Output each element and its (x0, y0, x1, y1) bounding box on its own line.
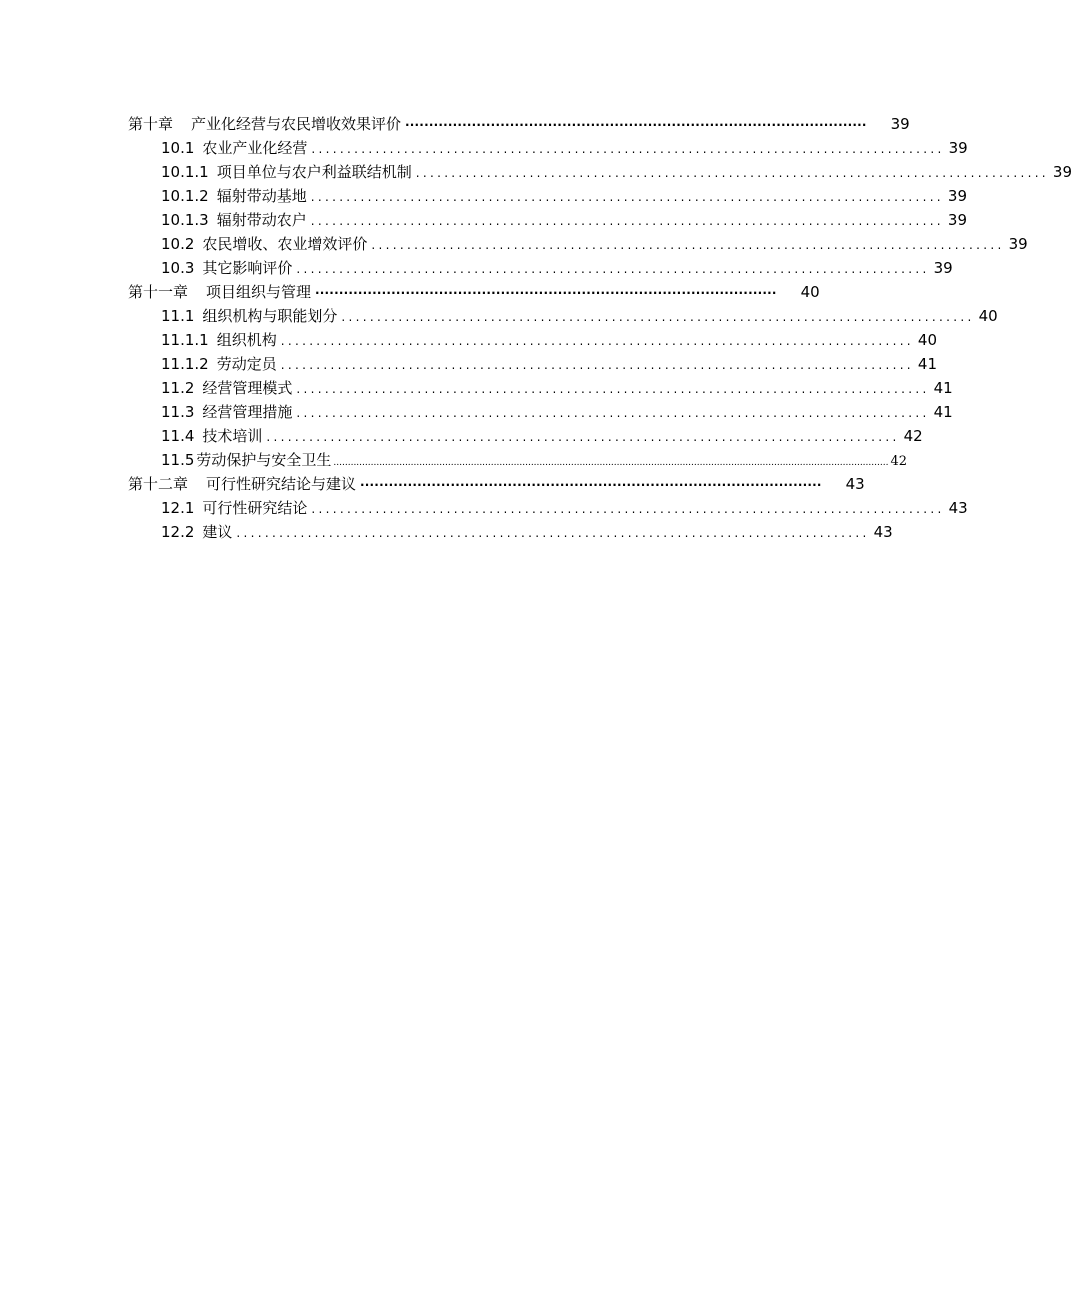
toc-entry[interactable] (128, 352, 938, 376)
toc-entry-title: 可行性研究结论 (202, 499, 308, 517)
toc-entry[interactable] (128, 232, 1028, 256)
toc-entry-label (161, 256, 292, 280)
toc-entry-label (161, 520, 232, 544)
toc-entry-number: 第十二章 (128, 475, 189, 493)
toc-entry[interactable] (128, 208, 968, 232)
toc-entry-page: 43 (873, 523, 893, 541)
toc-entry[interactable] (128, 448, 907, 472)
toc-entry[interactable] (128, 136, 968, 160)
toc-entry-title: 其它影响评价 (202, 259, 293, 277)
toc-entry-page: 39 (1008, 235, 1028, 253)
toc-leader-dots: .................................................................................................................................................................................................. (333, 458, 889, 468)
toc-entry-title: 辐射带动农户 (216, 211, 307, 229)
toc-entry-title: 组织机构 (216, 331, 277, 349)
toc-leader-dots: ......................................................................................... (311, 142, 945, 156)
toc-entry-page: 39 (890, 115, 910, 133)
toc-entry-page: 41 (933, 379, 953, 397)
toc-entry-label (161, 232, 367, 256)
toc-entry-page: 39 (1052, 163, 1072, 181)
toc-entry[interactable] (128, 280, 820, 304)
toc-leader-dots: ································································································· (405, 118, 867, 132)
toc-entry-page: 43 (845, 475, 865, 493)
toc-entry-page: 39 (947, 187, 968, 205)
toc-entry-label (161, 304, 337, 328)
toc-entry[interactable] (128, 184, 968, 208)
toc-entry-page: 40 (800, 283, 820, 301)
toc-entry[interactable] (128, 256, 953, 280)
toc-entry[interactable] (128, 400, 953, 424)
toc-entry-title: 经营管理措施 (202, 403, 293, 421)
toc-leader-dots: ......................................................................................... (296, 406, 930, 420)
toc-entry-label (161, 400, 292, 424)
toc-entry-title: 项目单位与农户利益联结机制 (216, 163, 412, 181)
toc-entry-number: 12.1 (161, 499, 195, 517)
toc-entry-page: 39 (948, 139, 968, 157)
toc-entry-label (161, 376, 292, 400)
toc-entry-page: 39 (947, 211, 968, 229)
toc-leader-dots: ......................................................................................... (296, 382, 930, 396)
toc-entry-number: 10.1.3 (161, 211, 209, 229)
toc-leader-dots: ......................................................................................... (371, 238, 1005, 252)
toc-entry-number: 第十章 (128, 115, 174, 133)
toc-leader-dots: ......................................................................................... (280, 334, 914, 348)
toc-entry-number: 11.1.2 (161, 355, 209, 373)
toc-entry-label (161, 448, 331, 472)
toc-entry[interactable] (128, 376, 953, 400)
toc-entry-page: 39 (933, 259, 953, 277)
toc-entry-page: 40 (978, 307, 998, 325)
toc-entry-number: 11.2 (161, 379, 195, 397)
toc-leader-dots: ......................................................................................... (310, 190, 944, 204)
toc-entry-number: 10.1.2 (161, 187, 209, 205)
toc-entry[interactable] (128, 520, 893, 544)
toc-entry-number: 11.5 (161, 451, 195, 469)
toc-entry-label (161, 184, 307, 208)
toc-entry-number: 10.2 (161, 235, 195, 253)
toc-entry[interactable] (128, 304, 998, 328)
toc-entry-title: 劳动保护与安全卫生 (196, 451, 332, 469)
toc-leader-dots: ································································································· (360, 478, 822, 492)
toc-leader-dots: ································································································· (315, 286, 777, 300)
toc-entry-page: 41 (933, 403, 953, 421)
toc-entry[interactable] (128, 424, 923, 448)
toc-leader-dots: ......................................................................................... (266, 430, 900, 444)
toc-entry-number: 11.1 (161, 307, 195, 325)
toc-leader-dots: ......................................................................................... (296, 262, 930, 276)
toc-entry-number: 10.1 (161, 139, 195, 157)
toc-leader-dots: ......................................................................................... (236, 526, 870, 540)
toc-entry-number: 第十一章 (128, 283, 189, 301)
toc-entry-label (161, 424, 262, 448)
toc-entry-label (128, 472, 356, 496)
toc-entry-page: 42 (903, 427, 923, 445)
toc-entry[interactable] (128, 112, 910, 136)
toc-entry-title: 组织机构与职能划分 (202, 307, 338, 325)
toc-entry-title: 辐射带动基地 (216, 187, 307, 205)
toc-leader-dots: ......................................................................................... (280, 358, 914, 372)
toc-entry-page: 40 (917, 331, 938, 349)
toc-entry-page: 43 (948, 499, 968, 517)
toc-entry-number: 10.1.1 (161, 163, 209, 181)
toc-entry-title: 技术培训 (202, 427, 263, 445)
toc-leader-dots: ......................................................................................... (310, 214, 944, 228)
toc-entry-label (161, 328, 277, 352)
toc-entry-label (161, 352, 277, 376)
toc-entry-number: 11.3 (161, 403, 195, 421)
toc-entry-label (161, 136, 307, 160)
toc-entry[interactable] (128, 328, 938, 352)
toc-entry-number: 12.2 (161, 523, 195, 541)
toc-entry-label (161, 208, 307, 232)
toc-entry-page: 41 (917, 355, 938, 373)
table-of-contents (128, 112, 1072, 544)
toc-entry[interactable] (128, 160, 1072, 184)
toc-leader-dots: ......................................................................................... (341, 310, 975, 324)
toc-entry-number: 11.4 (161, 427, 195, 445)
toc-entry-number: 10.3 (161, 259, 195, 277)
toc-entry-title: 产业化经营与农民增收效果评价 (191, 115, 402, 133)
toc-entry-label (161, 496, 307, 520)
toc-entry-number: 11.1.1 (161, 331, 209, 349)
toc-entry[interactable] (128, 496, 968, 520)
toc-entry-title: 建议 (202, 523, 233, 541)
toc-leader-dots: ......................................................................................... (311, 502, 945, 516)
toc-entry-title: 农民增收、农业增效评价 (202, 235, 368, 253)
toc-entry-title: 经营管理模式 (202, 379, 293, 397)
toc-entry[interactable] (128, 472, 865, 496)
toc-entry-title: 可行性研究结论与建议 (206, 475, 357, 493)
toc-leader-dots: ......................................................................................... (415, 166, 1049, 180)
toc-entry-title: 劳动定员 (216, 355, 277, 373)
toc-entry-label (161, 160, 412, 184)
toc-entry-label (128, 112, 401, 136)
toc-entry-title: 农业产业化经营 (202, 139, 308, 157)
toc-entry-page: 42 (890, 454, 907, 469)
toc-entry-title: 项目组织与管理 (206, 283, 312, 301)
toc-entry-label (128, 280, 311, 304)
